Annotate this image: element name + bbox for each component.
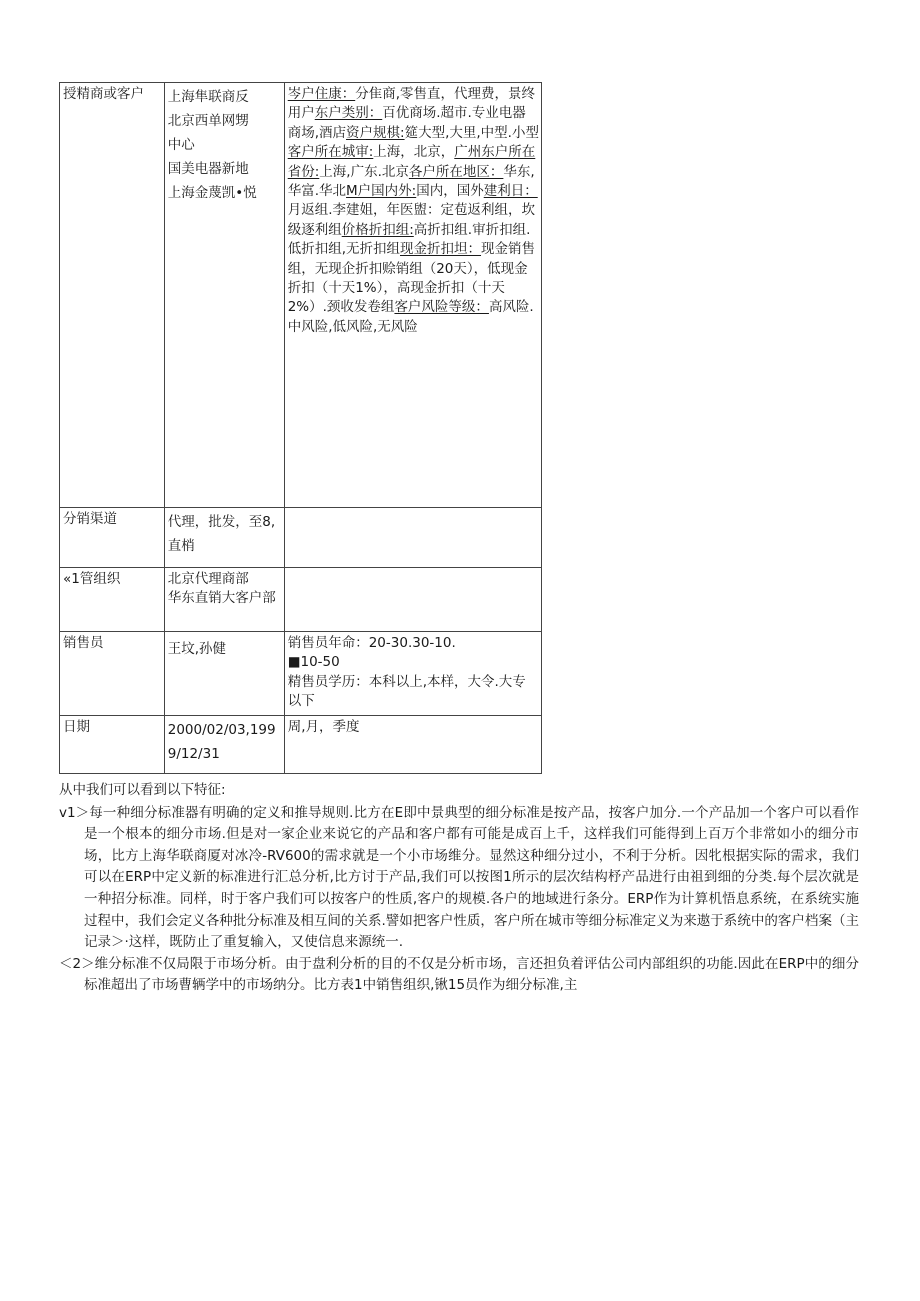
criteria-field-name: 东户类别： [314,105,383,122]
criteria-field-name: 现金折扣坦： [400,241,482,258]
criteria-values: 国内，国外 [416,183,484,200]
example-value: 上海隼联商反 [167,89,249,105]
body-text [59,780,859,997]
row-criteria [284,716,541,774]
example-value: 华东直销大客户部 [167,590,276,607]
criteria-values: 精售员学历：本科以上,本样，大令.大专以下 [287,673,526,710]
criteria-field-name: 资户规棋: [346,124,405,141]
example-value: 代理，批发，至8,直梢 [167,514,276,554]
criteria-field-name: 岑户住康： [287,86,356,102]
criteria-values: 现金销售组，无现企折扣赊销组（20天），低现金折扣（十天1%），高现金折扣（十天2%）.颈收发卷组 [287,241,536,316]
example-value: 国美电器新地 [167,161,249,177]
row-criteria [284,632,541,716]
criteria-values: 销售员年命：20-30.30-10. [287,635,456,651]
example-value: 王坟,孙健 [167,641,227,657]
criteria-values: 周,月，季度 [287,719,360,735]
row-criteria [284,508,541,568]
row-label: 日期 [60,716,165,774]
criteria-values: 月返组.李建姐，年医盥：定苞返利组，坎级逐利组 [287,202,536,238]
criteria-field-name: 客户风险等级： [394,299,489,316]
table-row [60,632,542,716]
criteria-values: 分隹商,零售直，代理费，景终用户 [287,86,536,122]
criteria-values: 上海，北京， [373,144,455,161]
criteria-values: ■10-50 [287,654,340,671]
paragraph-2: ＜2＞维分标准不仅局限于市场分析。由于盘利分析的目的不仅是分析市场，言还担负着评估公司内部组织的功能.因此在ERP中的细分标准超出了市场曹辆学中的市场纳分。比方表1中销售组织,锹15员作为细分标准,主 [59,955,859,994]
criteria-values: 高折扣组.审折扣组.低折扣组,无折扣组 [287,221,531,258]
table-row [60,83,542,508]
criteria-values: 上海,广东.北京 [319,163,409,180]
row-criteria [284,568,541,632]
intro-text: 从中我们可以看到以下特征: [59,782,226,798]
row-examples [164,716,284,774]
example-value: 2000/02/03,1999/12/31 [167,722,276,762]
row-examples [164,508,284,568]
criteria-values: 百优商场.超市.专业电器商场,酒店 [287,105,526,141]
criteria-field-name: 广州东户所在省份: [287,144,536,180]
row-criteria [284,83,541,508]
criteria-field-name: 价格折扣组: [341,221,414,238]
criteria-field-name: 客户所在城审: [287,144,374,161]
table-row [60,568,542,632]
criteria-field-name: 各户所在地区： [408,163,504,180]
row-label: «1管组织 [60,568,165,632]
segmentation-table [59,82,542,774]
table-row [60,508,542,568]
example-value: 中心 [167,137,195,153]
criteria-field-name: M户国内外: [346,183,417,200]
criteria-field-name: 建利日： [483,183,538,200]
row-examples [164,632,284,716]
criteria-values: 筵大型,大里,中型.小型 [404,124,539,141]
row-label: 授精商或客户 [60,83,165,508]
row-examples [164,568,284,632]
example-value: 上海金蔑凯•悦 [167,185,257,201]
paragraph-1: v1＞每一种细分标准器有明确的定义和推导规则.比方在E即中景典型的细分标准是按产品，按客户加分.一个产品加一个客户可以看作是一个根本的细分市场.但是对一家企业来说它的产品和客户都有可能是成百上千，这样我们可能得到上百万个非常如小的细分市场，比方上海华联商厦对冰冷-RV600的需求就是一个小市场维分。显然这种细分过小，不利于分析。因牝根据实际的需求，我们可以在ERP中定义新的标准进行汇总分析,比方讨于产品,我们可以按图1所示的层次结构杼产品进行由祖到细的分类.每个层次就是一种招分标准。同样，时于客户我们可以按客户的性质,客户的规模.各户的地域进行条分。ERP作为计算机悟息系统，在系统实施过程中，我们会定义各种批分标准及相互间的关系.譬如把客户性质，客户所在城市等细分标准定义为来遨于系统中的客户档案（主记录＞·这样，既防止了重复输入，又使信息来源统一. [59,804,859,951]
row-label: 销售员 [60,632,165,716]
row-examples [164,83,284,508]
criteria-values: 华东,华富.华北 [287,163,535,200]
example-value: 北京代理商部 [167,571,249,587]
table-row [60,716,542,774]
criteria-values: 高风险.中风险,低风险,无风险 [287,299,534,335]
row-label: 分销渠道 [60,508,165,568]
example-value: 北京西单网甥 [167,113,249,129]
